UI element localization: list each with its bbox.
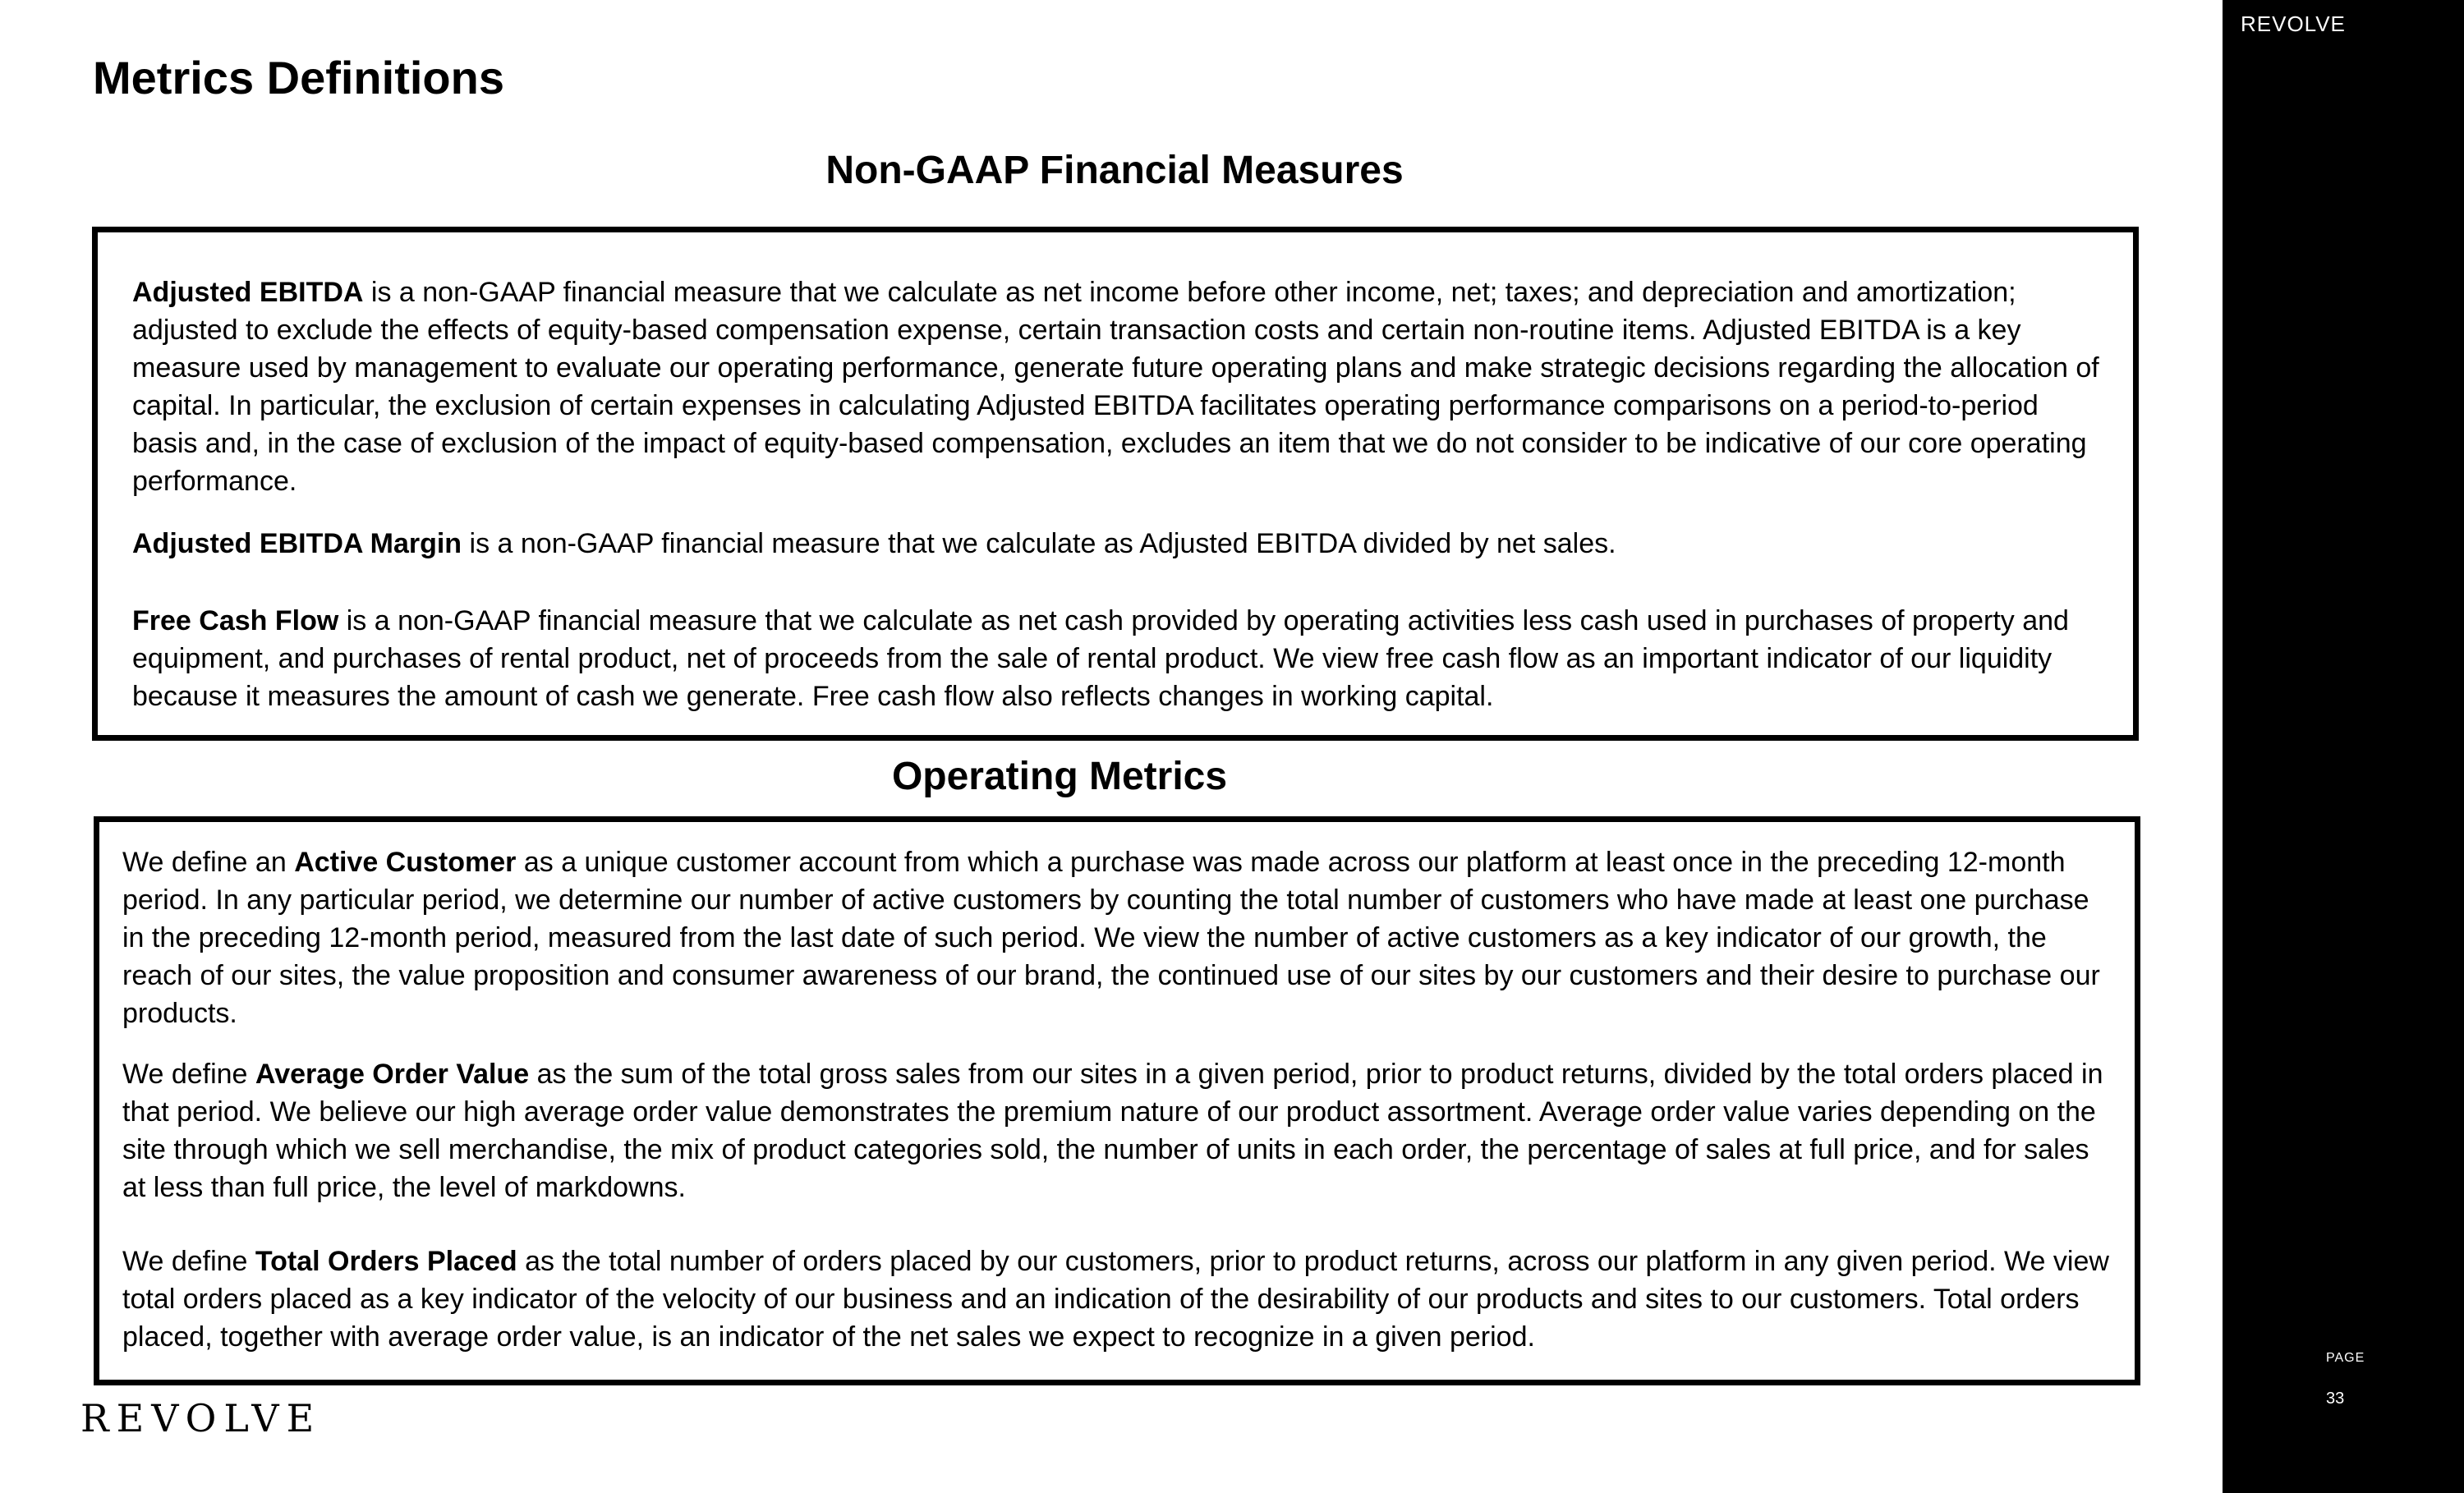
active-customer-prefix: We define an [122,847,295,878]
total-orders-placed-prefix: We define [122,1246,255,1277]
adjusted-ebitda-term: Adjusted EBITDA [132,277,364,308]
adjusted-ebitda-margin-term: Adjusted EBITDA Margin [132,528,462,559]
free-cash-flow-text: is a non-GAAP financial measure that we calculate as net cash provided by operating activities less cash used in purchases of property and equipment, and purchases of rental product, net of proceeds from the sale of rental product. We view free cash flow as an important indicator of our liquidity because it measures the amount of cash we generate. Free cash flow also reflects changes in working capital. [132,605,2069,712]
adjusted-ebitda-margin-text: is a non-GAAP financial measure that we calculate as Adjusted EBITDA divided by net sales. [462,528,1616,559]
operating-metrics-section-title: Operating Metrics [891,755,1228,798]
adjusted-ebitda-definition [132,273,2100,500]
sidebar-brand: REVOLVE [2241,11,2346,36]
page-label: PAGE [2326,1351,2365,1365]
operating-metrics-box [94,816,2140,1385]
average-order-value-term: Average Order Value [255,1059,530,1090]
active-customer-term: Active Customer [294,847,517,878]
page-title: Metrics Definitions [93,52,504,103]
free-cash-flow-term: Free Cash Flow [132,605,339,636]
page-number: 33 [2326,1390,2345,1408]
adjusted-ebitda-text: is a non-GAAP financial measure that we calculate as net income before other income, net; taxes; and depreciation and amortization; adjusted to exclude the effects of equity-based compensation expense, certain transaction costs and certain non-routine items. Adjusted EBITDA is a key measure used by management to evaluate our operating performance, generate future operating plans and make strategic decisions regarding the allocation of capital. In particular, the exclusion of certain expenses in calculating Adjusted EBITDA facilitates operating performance comparisons on a period-to-period basis and, in the case of exclusion of the impact of equity-based compensation, excludes an item that we do not consider to be indicative of our core operating performance. [132,277,2099,497]
non-gaap-section-title: Non-GAAP Financial Measures [825,149,1404,192]
total-orders-placed-definition [122,1243,2118,1356]
active-customer-text: as a unique customer account from which a purchase was made across our platform at least once in the preceding 12-month period. In any particular period, we determine our number of active customers by counting the total number of customers who have made at least one purchase in the preceding 12-month period, measured from the last date of such period. We view the number of active customers as a key indicator of our growth, the reach of our sites, the value proposition and consumer awareness of our brand, the continued use of our sites by our customers and their desire to purchase our products. [122,847,2100,1029]
free-cash-flow-definition [132,602,2100,715]
average-order-value-prefix: We define [122,1059,255,1090]
adjusted-ebitda-margin-definition [132,525,2100,563]
non-gaap-definitions-box [92,227,2139,741]
right-sidebar [2223,0,2464,1493]
total-orders-placed-text: as the total number of orders placed by our customers, prior to product returns, across our platform in any given period. We view total orders placed as a key indicator of the velocity of our business and an indication of the desirability of our products and sites to our customers. Total orders placed, together with average order value, is an indicator of the net sales we expect to recognize in a given period. [122,1246,2109,1353]
average-order-value-definition [122,1055,2118,1206]
revolve-logo: REVOLVE [80,1396,322,1440]
total-orders-placed-term: Total Orders Placed [255,1246,517,1277]
active-customer-definition [122,843,2118,1032]
average-order-value-text: as the sum of the total gross sales from our sites in a given period, prior to product returns, divided by the total orders placed in that period. We believe our high average order value demonstrates the premium nature of our product assortment. Average order value varies depending on the site through which we sell merchandise, the mix of product categories sold, the number of units in each order, the percentage of sales at full price, and for sales at less than full price, the level of markdowns. [122,1059,2103,1203]
